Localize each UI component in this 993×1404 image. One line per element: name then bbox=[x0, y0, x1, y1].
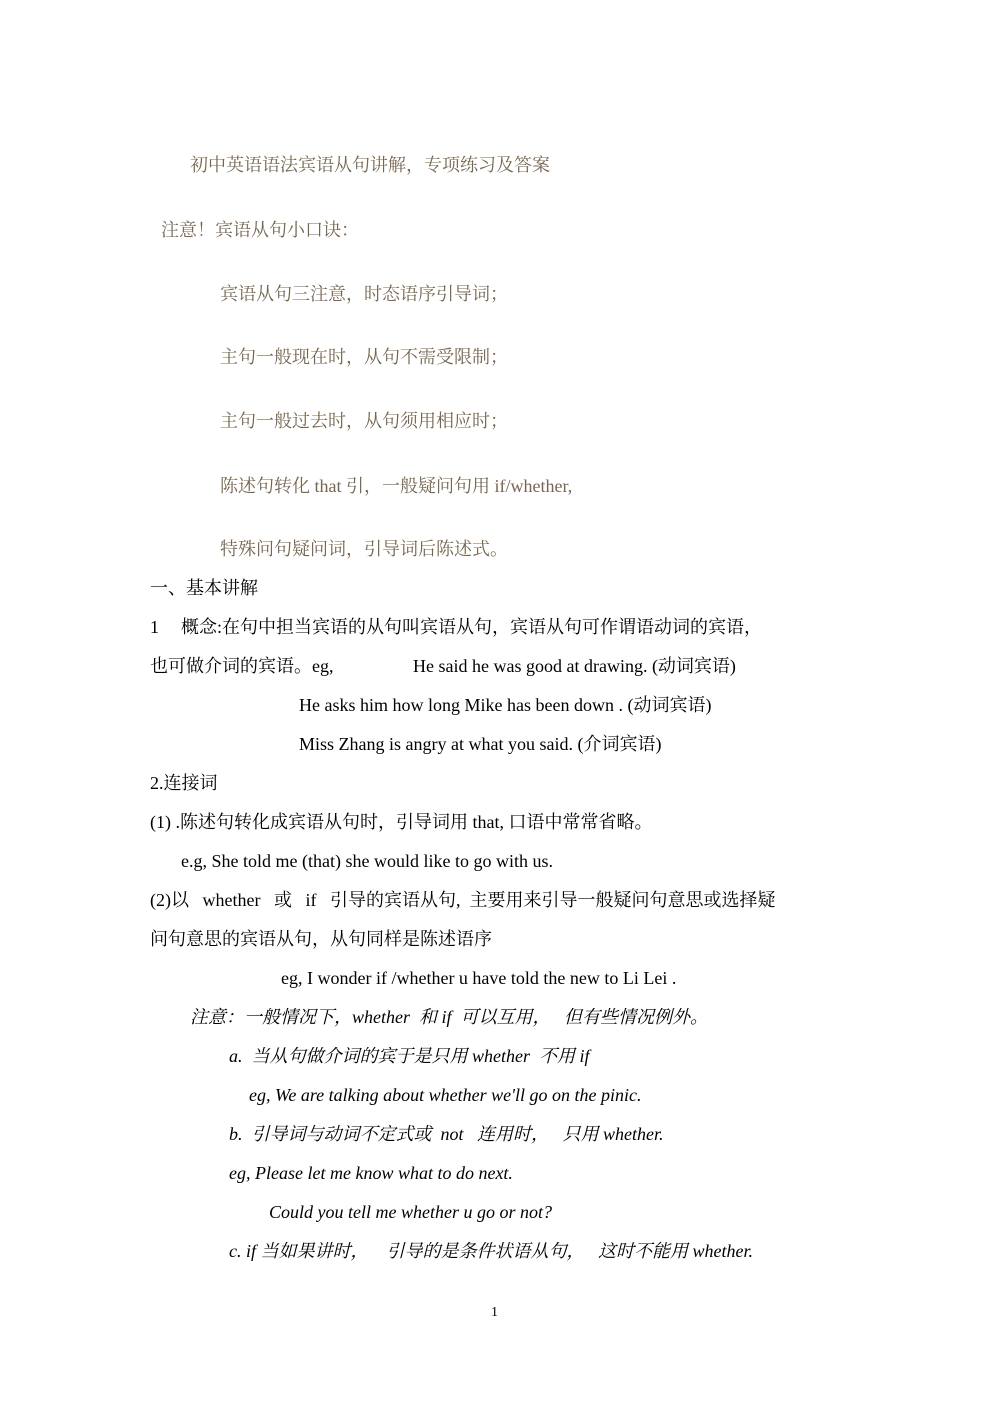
mnemonic-line-3: 主句一般过去时，从句须用相应时； bbox=[220, 411, 508, 431]
connectives-heading: 2.连接词 bbox=[150, 773, 218, 793]
concept-number: 1 bbox=[150, 617, 159, 637]
document-title: 初中英语语法宾语从句讲解，专项练习及答案 bbox=[190, 155, 550, 175]
concept-example-2: He asks him how long Mike has been down . (动词宾语) bbox=[299, 695, 712, 715]
concept-definition: 概念:在句中担当宾语的从句叫宾语从句，宾语从句可作谓语动词的宾语， bbox=[181, 617, 762, 637]
concept-example-1: He said he was good at drawing. (动词宾语) bbox=[413, 656, 736, 676]
concept-example-3: Miss Zhang is angry at what you said. (介词宾语) bbox=[299, 734, 662, 754]
connectives-item-2-line-2: 问句意思的宾语从句，从句同样是陈述语序 bbox=[150, 929, 492, 949]
page-number: 1 bbox=[491, 1305, 498, 1320]
connectives-item-1-example: e.g, She told me (that) she would like to go with us. bbox=[181, 851, 553, 871]
note-rule-a: a. 当从句做介词的宾于是只用 whether 不用 if bbox=[229, 1046, 590, 1066]
note-rule-b: b. 引导词与动词不定式或 not 连用时， 只用 whether. bbox=[229, 1124, 664, 1144]
note-rule-c: c. if 当如果讲时， 引导的是条件状语从句， 这时不能用 whether. bbox=[229, 1241, 753, 1261]
note-rule-b-example-2: Could you tell me whether u go or not? bbox=[269, 1202, 552, 1222]
connectives-item-2-example: eg, I wonder if /whether u have told the new to Li Lei . bbox=[281, 968, 677, 988]
connectives-item-1: (1) .陈述句转化成宾语从句时，引导词用 that, 口语中常常省略。 bbox=[150, 812, 653, 832]
mnemonic-line-1: 宾语从句三注意，时态语序引导词； bbox=[220, 284, 508, 304]
concept-prefix: 也可做介词的宾语。eg, bbox=[150, 656, 334, 676]
section-heading-basic: 一、基本讲解 bbox=[150, 578, 258, 598]
mnemonic-heading: 注意！宾语从句小口诀： bbox=[161, 220, 359, 240]
concept-line-1 bbox=[150, 616, 762, 638]
note-rule-b-example-1: eg, Please let me know what to do next. bbox=[229, 1163, 513, 1183]
concept-line-2 bbox=[150, 655, 334, 677]
note-rule-a-example: eg, We are talking about whether we'll go on the pinic. bbox=[249, 1085, 642, 1105]
mnemonic-line-5: 特殊问句疑问词，引导词后陈述式。 bbox=[220, 539, 508, 559]
note-heading: 注意：一般情况下，whether 和 if 可以互用， 但有些情况例外。 bbox=[190, 1007, 708, 1027]
mnemonic-line-2: 主句一般现在时，从句不需受限制； bbox=[220, 347, 508, 367]
mnemonic-line-4: 陈述句转化 that 引，一般疑问句用 if/whether, bbox=[220, 476, 573, 496]
connectives-item-2-line-1: (2)以 whether 或 if 引导的宾语从句, 主要用来引导一般疑问句意思或选择疑 bbox=[150, 890, 776, 910]
